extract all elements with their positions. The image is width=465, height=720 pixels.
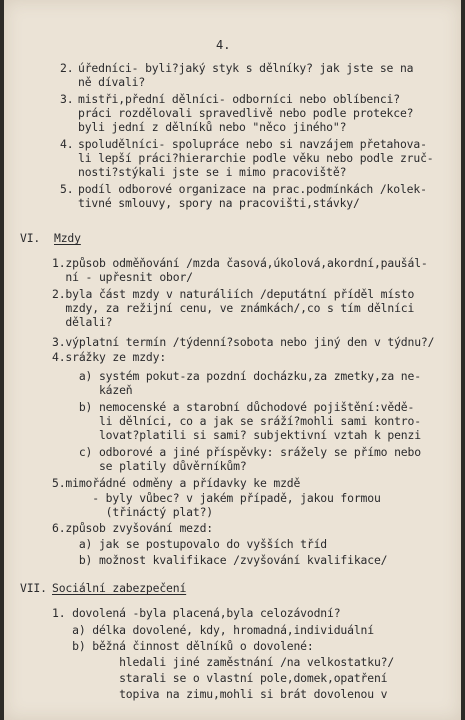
item-text-line: mistři,přední dělníci- odborníci nebo oblíbenci?: [78, 92, 400, 106]
text-line: b) běžná činnost dělníků o dovolené:: [52, 639, 314, 653]
item-text-line: nosti?stýkali jste se i mimo pracoviště?: [78, 165, 347, 179]
text-line: 2.byla část mzdy v naturáliích /deputátní příděl místo: [52, 287, 415, 301]
text-line: 6.způsob zvyšování mezd:: [52, 521, 213, 535]
text-line: 3.výplatní termín /týdenní?sobota nebo jiný den v týdnu?/: [52, 335, 435, 349]
document-page: [4, 0, 461, 720]
section-title: Mzdy: [54, 231, 81, 245]
item-text-line: tivné smlouvy, spory na pracovišti,stávky/: [78, 196, 360, 210]
text-line: - byly vůbec? v jakém případě, jakou formou: [52, 491, 381, 505]
item-text-line: úředníci- byli?jaký styk s dělníky? jak jste se na: [78, 61, 414, 75]
text-line: li dělníci, co a jak se sráží?mohli sami kontro-: [52, 414, 421, 428]
text-line: b) možnost kvalifikace /zvyšování kvalifikace/: [52, 553, 388, 567]
text-line: c) odborové a jiné příspěvky: srážely se přímo nebo: [52, 445, 421, 459]
text-line: lovat?platili si sami? subjektivní vztah k penzi: [52, 428, 421, 442]
text-line: a) systém pokut-za pozdní docházku,za zmetky,za ne-: [52, 369, 421, 383]
text-line: a) délka dovolené, kdy, hromadná,individuální: [52, 623, 374, 637]
section-number: VI.: [20, 231, 41, 245]
section-title: Sociální zabezpečení: [52, 581, 187, 595]
item-text-line: li lepší práci?hierarchie podle věku nebo podle zruč-: [78, 151, 434, 165]
text-line: ní - upřesnit obor/: [52, 270, 193, 284]
item-number: 5.: [60, 182, 74, 196]
item-number: 2.: [60, 61, 74, 75]
text-line: dělali?: [52, 315, 113, 329]
item-number: 4.: [60, 137, 74, 151]
item-text-line: ně dívali?: [78, 75, 146, 89]
text-line: 1.způsob odměňování /mzda časová,úkolová,akordní,paušál-: [52, 256, 428, 270]
text-line: 5.mimořádné odměny a přídavky ke mzdě: [52, 476, 301, 490]
section-number: VII.: [20, 581, 47, 595]
item-text-line: byli jední z dělníků nebo "něco jiného"?: [78, 120, 347, 134]
text-line: 4.srážky ze mzdy:: [52, 350, 167, 364]
text-line: topiva na zimu,mohli si brát dovolenou v: [52, 687, 388, 701]
item-text-line: spoludělníci- spolupráce nebo si navzájem přetahova-: [78, 137, 427, 151]
text-line: 1. dovolená -byla placená,byla celozávodní?: [52, 606, 341, 620]
item-number: 3.: [60, 92, 74, 106]
text-line: starali se o vlastní pole,domek,opatření: [52, 671, 388, 685]
text-line: b) nemocenské a starobní důchodové pojištění:vědě-: [52, 400, 415, 414]
page-number: 4.: [216, 38, 231, 52]
item-text-line: podíl odborové organizace na prac.podmínkách /kolek-: [78, 182, 427, 196]
text-line: se platily důvěrníkům?: [52, 459, 247, 473]
text-line: hledali jiné zaměstnání /na velkostatku?/: [52, 655, 395, 669]
text-line: kázeň: [52, 383, 133, 397]
text-line: mzdy, za režijní cenu, ve známkách/,co s tím dělníci: [52, 301, 415, 315]
text-line: (třináctý plat?): [52, 505, 213, 519]
text-line: a) jak se postupovalo do vyšších tříd: [52, 537, 328, 551]
item-text-line: práci rozdělovali spravedlivě nebo podle protekce?: [78, 106, 414, 120]
